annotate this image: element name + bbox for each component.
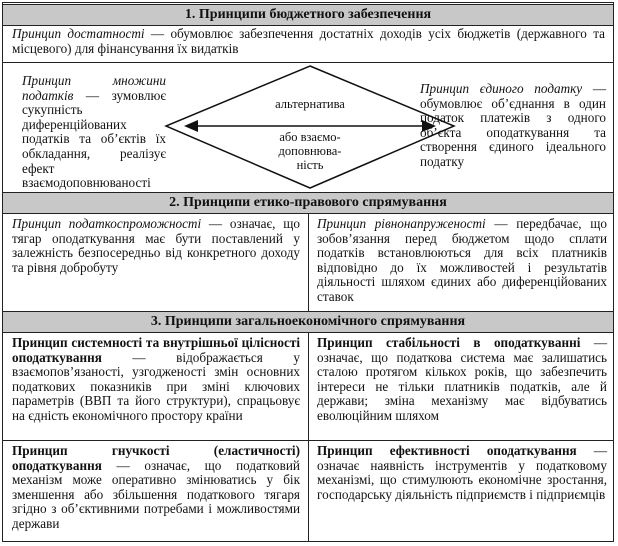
principle-flexibility-term: Принцип гнучкості (еластичності) оподаткування	[12, 443, 300, 473]
principle-equal-tension-text: — передбачає, що зобов’язання перед бюджетом щодо сплати податків встановлюються для всіх платників відповідно до їх можливостей і результатів діяльності шляхом єдиних або диференційованих ставок	[317, 216, 607, 304]
divider	[2, 62, 614, 63]
principle-systemic-integrity-text: — відображається у взаємопов’язаності, узгодженості змін основних податкових показників при зміні ключових параметрів (ВВП та його структури), спрацьовує на єдність економічного простору країни	[12, 349, 300, 423]
principle-multiple-taxes	[4, 72, 168, 191]
principle-stability-term: Принцип стабільності в оподаткуванні	[317, 335, 581, 350]
diamond-label-ness: ність	[296, 158, 324, 172]
arrow-left-icon	[184, 120, 198, 132]
principle-sufficiency-text: — обумовлює забезпечення достатніх доходів усіх бюджетів (державного та місцевого) для фінансування їх видатків	[12, 26, 605, 56]
principle-sufficiency-term: Принцип достатності	[12, 26, 145, 41]
principle-single-tax	[416, 80, 612, 180]
principle-efficiency-text: — означає наявність інструментів у податковому механізмі, що стимулюють економічне зростання, господарську діяльність підприємств і підприємців	[317, 443, 608, 502]
alternative-diamond	[160, 64, 460, 194]
principle-equal-tension	[309, 215, 614, 309]
principle-tax-capacity-text: — означає, що тягар оподаткування має бути поставлений у залежність безпосередньо від конкретного доходу та рівня добробуту	[12, 216, 300, 275]
diamond-label-alternative: альтернатива	[275, 97, 345, 111]
principle-stability	[309, 334, 614, 438]
principle-tax-capacity-term: Принцип податкоспроможності	[12, 216, 202, 231]
principle-tax-capacity	[4, 215, 307, 307]
principle-single-tax-text: — обумовлює об’єднання в один податок платежів з одного об’єкта оподаткування та створення єдиного ідеального податку	[420, 81, 606, 169]
principle-efficiency	[309, 442, 614, 540]
section-1-header: 1. Принципи бюджетного забезпечення	[2, 4, 614, 26]
principle-systemic-integrity-term: Принцип системності та внутрішньої цілісності оподаткування	[12, 335, 300, 365]
principle-flexibility-text: — означає, що податковий механізм може оперативно змінюватись у бік зменшення або збільшення податкового тягаря згідно з об’єктивними потребами і можливостями держави	[12, 457, 300, 531]
principle-systemic-integrity	[4, 334, 307, 438]
principle-efficiency-term: Принцип ефективності оподаткування	[317, 443, 577, 458]
principle-equal-tension-term: Принцип рівнонапруженості	[317, 216, 486, 231]
section-3-header: 3. Принципи загальноекономічного спрямування	[2, 311, 614, 333]
principle-single-tax-term: Принцип єдиного податку	[420, 81, 583, 96]
principle-multiple-taxes-text: — зумовлює сукупність диференційованих податків та об’єктів їх обкладання, реалізує ефект взаємодоповнюваності	[22, 87, 166, 191]
diamond-label-or: або взаємо-	[279, 130, 341, 144]
principle-sufficiency	[4, 26, 612, 64]
principle-stability-text: — означає, що податкова система має залишатись сталою протягом кількох років, що забезпечить інтереси не тільки платників податків, але й держави; зміна механізму має відбуватись еволюційним шляхом	[317, 335, 607, 423]
principle-multiple-taxes-term: Принцип множини податків	[22, 73, 166, 103]
principle-flexibility	[4, 442, 307, 540]
diamond-label-complement: доповнюва-	[278, 144, 342, 158]
section-2-header: 2. Принципи етико-правового спрямування	[2, 192, 614, 214]
